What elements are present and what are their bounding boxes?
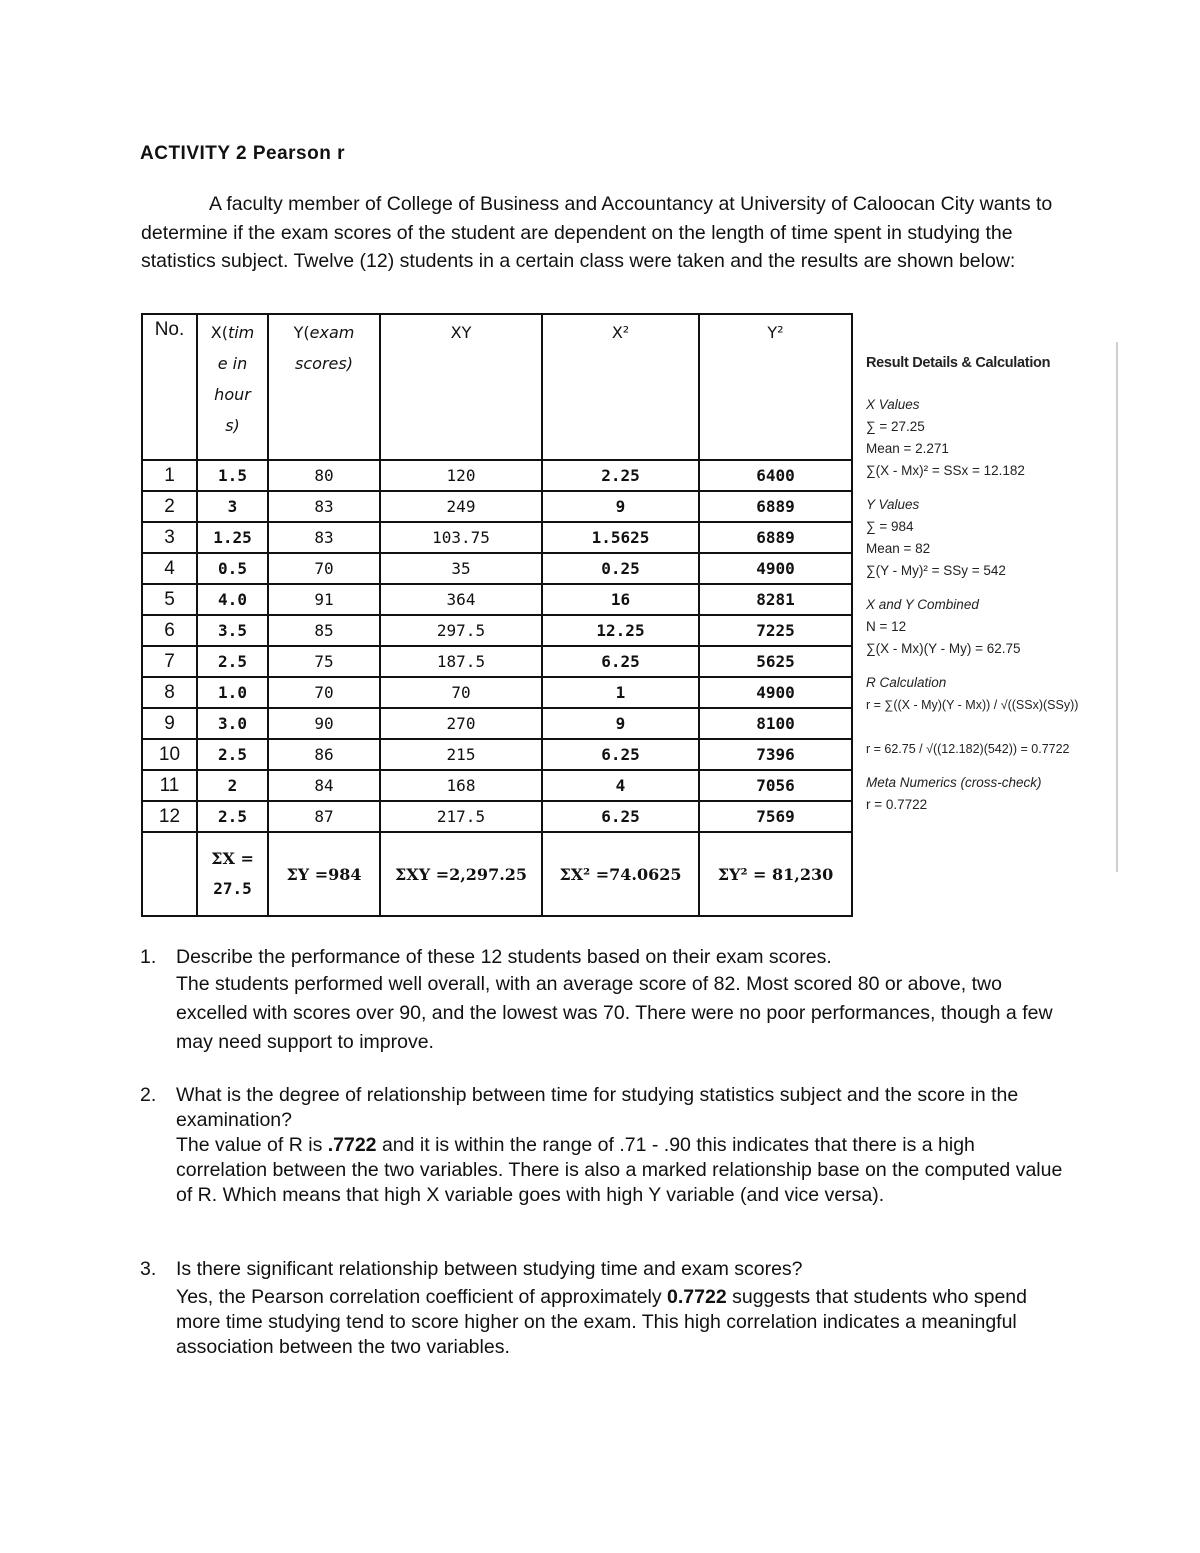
header-x: X(tim e in hour s) — [197, 314, 268, 460]
row-number-cell: 6 — [142, 615, 197, 646]
value-cell: 8100 — [699, 708, 852, 739]
question-number: 3. — [140, 1258, 157, 1280]
value-cell: 1.5625 — [542, 522, 699, 553]
row-number-cell: 10 — [142, 739, 197, 770]
value-cell: 84 — [268, 770, 380, 801]
row-number-cell: 1 — [142, 460, 197, 491]
row-number-cell: 11 — [142, 770, 197, 801]
sum-x: ΣX = 27.5 — [197, 832, 268, 916]
document-title: ACTIVITY 2 Pearson r — [140, 143, 345, 164]
question-number: 2. — [140, 1084, 157, 1106]
table-row — [142, 615, 852, 646]
value-cell: 90 — [268, 708, 380, 739]
table-row — [142, 522, 852, 553]
table-row — [142, 677, 852, 708]
row-number-cell: 7 — [142, 646, 197, 677]
intro-paragraph — [141, 190, 1066, 276]
table-row — [142, 460, 852, 491]
value-cell: 9 — [542, 708, 699, 739]
value-cell: 7056 — [699, 770, 852, 801]
value-cell: 2.25 — [542, 460, 699, 491]
value-cell: 7225 — [699, 615, 852, 646]
header-y: Y(exam scores) — [268, 314, 380, 460]
table-row — [142, 739, 852, 770]
value-cell: 215 — [380, 739, 542, 770]
table-row — [142, 553, 852, 584]
value-cell: 75 — [268, 646, 380, 677]
row-number-cell: 5 — [142, 584, 197, 615]
value-cell: 270 — [380, 708, 542, 739]
value-cell: 0.25 — [542, 553, 699, 584]
value-cell: 6.25 — [542, 801, 699, 832]
r-heading: R Calculation — [866, 675, 947, 690]
answer-text: Yes, the Pearson correlation coefficient of approximately 0.7722 suggests that students who spend more time studying tend to score higher on the exam. This high correlation indicates a meaningful association between the two variables. — [176, 1286, 1027, 1358]
sum-empty-cell — [142, 832, 197, 916]
table-row — [142, 491, 852, 522]
coefficient-bold: 0.7722 — [667, 1286, 727, 1308]
value-cell: 12.25 — [542, 615, 699, 646]
value-cell: 5625 — [699, 646, 852, 677]
table-row — [142, 770, 852, 801]
sum-xy: ΣXY =2,297.25 — [380, 832, 542, 916]
table-row — [142, 708, 852, 739]
meta-heading: Meta Numerics (cross-check) — [866, 775, 1042, 790]
value-cell: 297.5 — [380, 615, 542, 646]
value-cell: 120 — [380, 460, 542, 491]
value-cell: 8281 — [699, 584, 852, 615]
y-mean: Mean = 82 — [866, 541, 931, 556]
value-cell: 4 — [542, 770, 699, 801]
question-3 — [140, 1257, 1065, 1360]
x-values-heading: X Values — [866, 397, 920, 412]
value-cell: 91 — [268, 584, 380, 615]
value-cell: 7396 — [699, 739, 852, 770]
value-cell: 86 — [268, 739, 380, 770]
value-cell: 3.0 — [197, 708, 268, 739]
value-cell: 6400 — [699, 460, 852, 491]
value-cell: 103.75 — [380, 522, 542, 553]
sum-x2: ΣX² =74.0625 — [542, 832, 699, 916]
header-no: No. — [142, 314, 197, 460]
value-cell: 6889 — [699, 522, 852, 553]
row-number-cell: 12 — [142, 801, 197, 832]
table-row — [142, 646, 852, 677]
value-cell: 7569 — [699, 801, 852, 832]
question-text: Is there significant relationship between studying time and exam scores? — [176, 1258, 803, 1280]
meta-value: r = 0.7722 — [866, 797, 928, 812]
value-cell: 1 — [542, 677, 699, 708]
value-cell: 217.5 — [380, 801, 542, 832]
value-cell: 16 — [542, 584, 699, 615]
header-xy: XY — [380, 314, 542, 460]
question-text: Describe the performance of these 12 students based on their exam scores. — [176, 946, 832, 968]
value-cell: 249 — [380, 491, 542, 522]
x-sum: ∑ = 27.25 — [866, 419, 925, 434]
value-cell: 0.5 — [197, 553, 268, 584]
row-number-cell: 3 — [142, 522, 197, 553]
table-sum-row — [142, 832, 852, 916]
r-formula: r = ∑((X - My)(Y - Mx)) / √((SSx)(SSy)) — [866, 698, 1079, 712]
value-cell: 87 — [268, 801, 380, 832]
value-cell: 1.5 — [197, 460, 268, 491]
panel-heading: Result Details & Calculation — [866, 355, 1051, 371]
value-cell: 70 — [268, 553, 380, 584]
value-cell: 4900 — [699, 553, 852, 584]
y-ss: ∑(Y - My)² = SSy = 542 — [866, 563, 1006, 578]
question-2 — [140, 1083, 1065, 1208]
value-cell: 35 — [380, 553, 542, 584]
value-cell: 70 — [380, 677, 542, 708]
value-cell: 168 — [380, 770, 542, 801]
value-cell: 85 — [268, 615, 380, 646]
header-y2: Y² — [699, 314, 852, 460]
value-cell: 1.0 — [197, 677, 268, 708]
xy-n: N = 12 — [866, 619, 907, 634]
value-cell: 80 — [268, 460, 380, 491]
answer-text: The students performed well overall, with an average score of 82. Most scored 80 or above, two excelled with scores over 90, and the lowest was 70. There were no poor performances, though a few may need support to improve. — [176, 973, 1053, 1053]
sum-y2: ΣY² = 81,230 — [699, 832, 852, 916]
table-header-row — [142, 314, 852, 460]
value-cell: 1.25 — [197, 522, 268, 553]
x-mean: Mean = 2.271 — [866, 441, 949, 456]
value-cell: 83 — [268, 522, 380, 553]
row-number-cell: 9 — [142, 708, 197, 739]
xy-sum: ∑(X - Mx)(Y - My) = 62.75 — [866, 641, 1021, 656]
data-table — [141, 313, 853, 917]
sum-y: ΣY =984 — [268, 832, 380, 916]
value-cell: 2.5 — [197, 646, 268, 677]
y-values-heading: Y Values — [866, 497, 920, 512]
value-cell: 70 — [268, 677, 380, 708]
xy-heading: X and Y Combined — [866, 597, 979, 612]
row-number-cell: 8 — [142, 677, 197, 708]
value-cell: 3.5 — [197, 615, 268, 646]
value-cell: 9 — [542, 491, 699, 522]
value-cell: 4900 — [699, 677, 852, 708]
table-body — [142, 460, 852, 832]
y-sum: ∑ = 984 — [866, 519, 914, 534]
question-1 — [140, 945, 1065, 1057]
answer-text: The value of R is .7722 and it is within the range of .71 - .90 this indicates that there is a high correlation between the two variables. There is also a marked relationship base on the computed value of R. Which means that high X variable goes with high Y variable (and vice versa). — [176, 1134, 1063, 1206]
row-number-cell: 2 — [142, 491, 197, 522]
x-ss: ∑(X - Mx)² = SSx = 12.182 — [866, 463, 1025, 478]
question-number: 1. — [140, 946, 157, 968]
result-panel — [866, 352, 1106, 816]
header-x2: X² — [542, 314, 699, 460]
table-row — [142, 801, 852, 832]
intro-text: A faculty member of College of Business and Accountancy at University of Caloocan City wants to determine if the exam scores of the student are dependent on the length of time spent in studying the statistics subject. Twelve (12) students in a certain class were taken and the results are shown below: — [141, 193, 1053, 272]
value-cell: 2.5 — [197, 801, 268, 832]
value-cell: 2 — [197, 770, 268, 801]
value-cell: 187.5 — [380, 646, 542, 677]
table-row — [142, 584, 852, 615]
row-number-cell: 4 — [142, 553, 197, 584]
value-cell: 83 — [268, 491, 380, 522]
r-value: r = 62.75 / √((12.182)(542)) = 0.7722 — [866, 742, 1070, 756]
value-cell: 3 — [197, 491, 268, 522]
r-value-bold: .7722 — [327, 1134, 377, 1156]
panel-divider — [1116, 342, 1118, 872]
value-cell: 364 — [380, 584, 542, 615]
value-cell: 6.25 — [542, 739, 699, 770]
value-cell: 4.0 — [197, 584, 268, 615]
value-cell: 6.25 — [542, 646, 699, 677]
question-text: What is the degree of relationship between time for studying statistics subject and the score in the examination? — [176, 1084, 1019, 1131]
value-cell: 2.5 — [197, 739, 268, 770]
value-cell: 6889 — [699, 491, 852, 522]
